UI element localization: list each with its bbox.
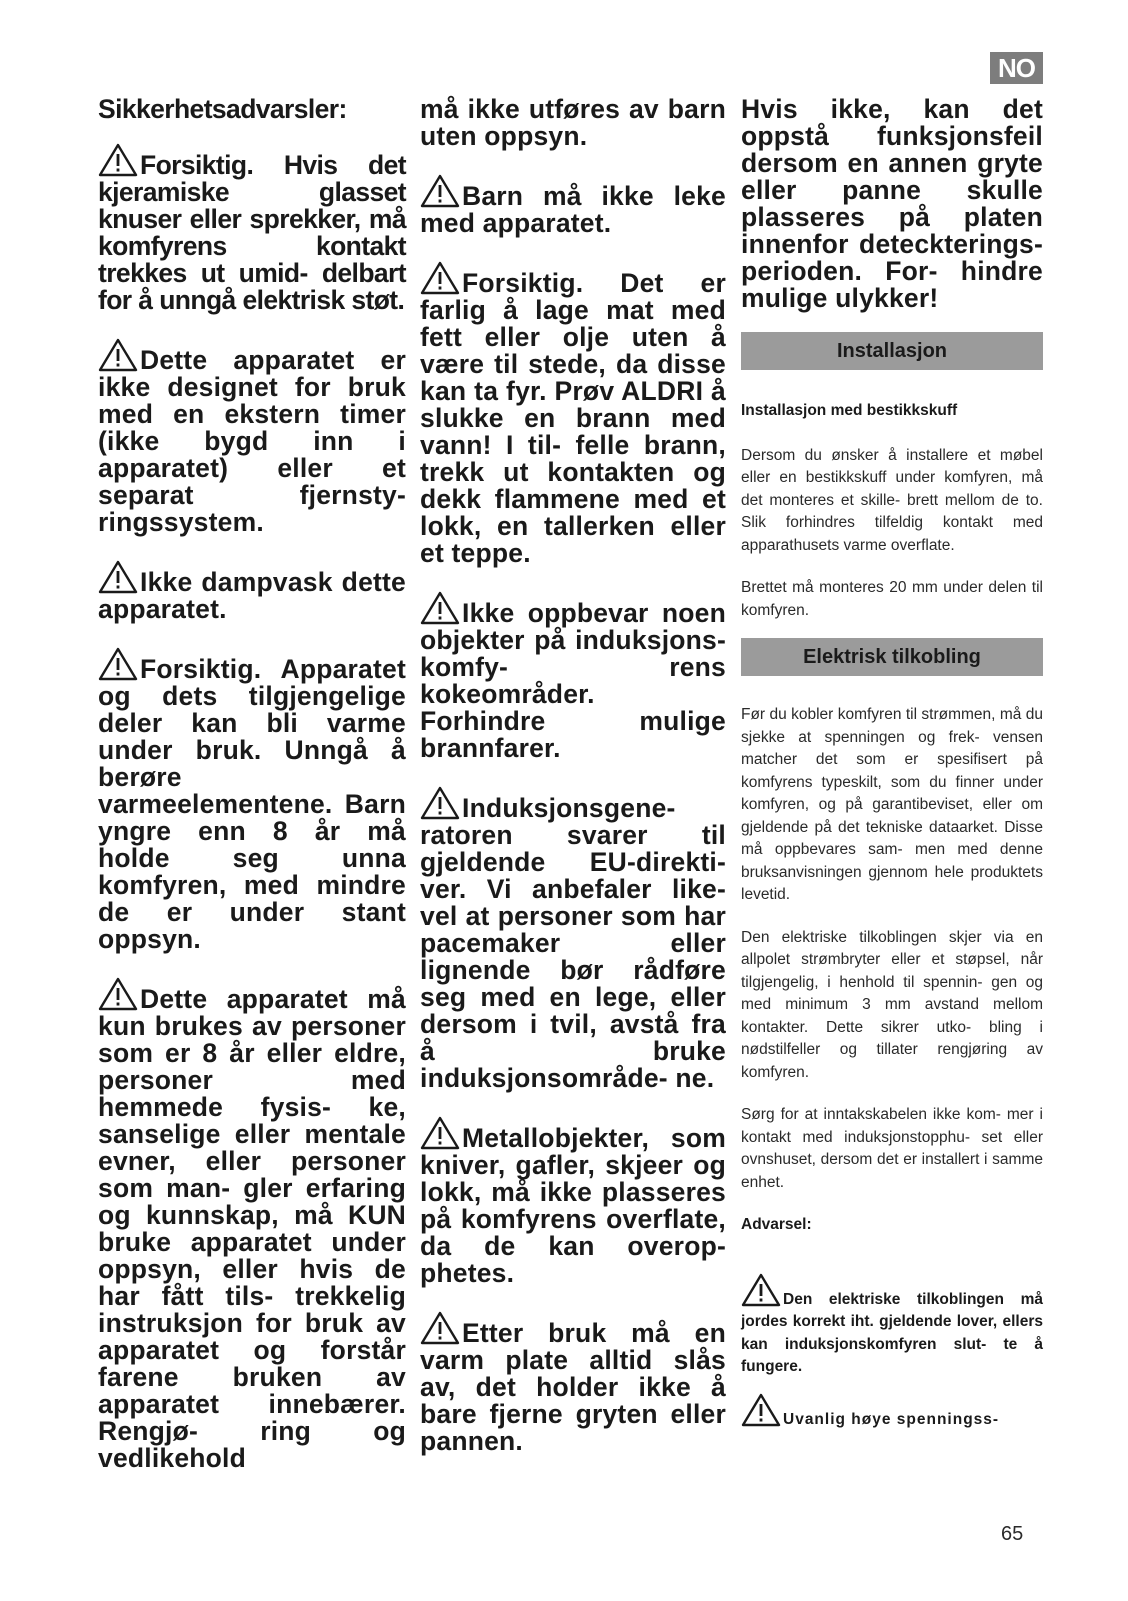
warning-user-restrictions bbox=[98, 977, 406, 1472]
warning-external-timer bbox=[98, 338, 406, 536]
warning-triangle-icon bbox=[98, 647, 138, 681]
section-elektrisk-tilkobling: Elektrisk tilkobling bbox=[741, 638, 1043, 676]
warning-text: Dette apparatet er ikke designet for bruk med en ekstern timer (ikke bygd inn i apparatet) eller et separat fjernsty- ringssystem. bbox=[98, 345, 406, 537]
warning-pacemaker bbox=[420, 786, 726, 1092]
warning-triangle-icon bbox=[420, 591, 460, 625]
install-paragraph-2: Brettet må monteres 20 mm under delen til komfyren. bbox=[741, 579, 1043, 619]
electrical-paragraph-3: Sørg for at inntakskabelen ikke kom- mer i kontakt med induksjonstopphu- set eller ovnshuset, dersom det er installert i samme enhet. bbox=[741, 1106, 1043, 1191]
warning-grounding bbox=[741, 1273, 1043, 1379]
warning-triangle-icon bbox=[741, 1393, 781, 1427]
warning-text: Forsiktig. Apparatet og dets tilgjengelige deler kan bli varme under bruk. Unngå å berøre varmeelementene. Barn yngre enn 8 år må holde seg unna komfyren, med mindre de er under stant oppsyn. bbox=[98, 654, 406, 954]
safety-heading: Sikkerhetsadvarsler: bbox=[98, 94, 347, 124]
warning-switch-off bbox=[420, 1311, 726, 1455]
warning-text: Dette apparatet må kun brukes av personer som er 8 år eller eldre, personer med hemmede fysis- ke, sanselige eller mentale evner, eller personer som man- gler erfaring og kunnskap, må KUN bruke apparatet under oppsyn, eller hvis de har fått tils- trekkelig instruksjon for bruk av apparatet og forstår farene bruken av apparatet innebærer. Rengjø- ring og vedlikehold bbox=[98, 984, 406, 1473]
column-3 bbox=[741, 96, 1043, 1431]
column-2 bbox=[420, 96, 726, 1479]
warning-text: Ikke dampvask dette apparatet. bbox=[98, 567, 406, 624]
warning-high-voltage bbox=[741, 1393, 1043, 1432]
continued-text: må ikke utføres av barn uten oppsyn. bbox=[420, 94, 726, 151]
electrical-paragraph-1: Før du kobler komfyren til strømmen, må du sjekke at spenningen og frek- vensen matcher det som er spesifisert på komfyrens typeskilt, som du finner under komfyren, og på garantibeviset, eller om gjeldende på det tekniske dataarket. Disse må oppbevares sam- men med denne bruksanvisningen gjennom hele produktets levetid. bbox=[741, 706, 1043, 903]
continued-text: Hvis ikke, kan det oppstå funksjonsfeil dersom en annen gryte eller panne skulle plasseres på platen innenfor deteckterings- perioden. For- hindre mulige ulykker! bbox=[741, 94, 1043, 313]
warning-hot-parts bbox=[98, 647, 406, 953]
warning-triangle-icon bbox=[420, 1311, 460, 1345]
warning-triangle-icon bbox=[98, 977, 138, 1011]
warning-steam-clean bbox=[98, 560, 406, 623]
warning-triangle-icon bbox=[420, 174, 460, 208]
warning-text: Induksjonsgene- ratoren svarer til gjeldende EU-direkti- ver. Vi anbefaler like- vel at personer som har pacemaker eller lignende bør rådføre seg med en lege, eller dersom i tvil, avstå fra å bruke induksjonsområde- ne. bbox=[420, 793, 726, 1093]
warning-text: Uvanlig høye spenningss- bbox=[783, 1410, 1000, 1428]
warning-storage-objects bbox=[420, 591, 726, 762]
column-1 bbox=[98, 96, 406, 1496]
section-installasjon: Installasjon bbox=[741, 332, 1043, 370]
language-badge: NO bbox=[990, 52, 1043, 84]
subheading-cutlery-drawer: Installasjon med bestikkskuff bbox=[741, 402, 958, 419]
warning-text: Den elektriske tilkoblingen må jordes korrekt iht. gjeldende lover, ellers kan induksjonskomfyren slut- te å fungere. bbox=[741, 1290, 1043, 1375]
warning-triangle-icon bbox=[420, 786, 460, 820]
warning-children-play bbox=[420, 174, 726, 237]
warning-text: Ikke oppbevar noen objekter på induksjons-komfy- rens kokeområder. Forhindre mulige brannfarer. bbox=[420, 598, 726, 763]
warning-triangle-icon bbox=[98, 143, 138, 177]
install-paragraph-1: Dersom du ønsker å installere et møbel eller en bestikkskuff under komfyren, må det monteres et skille- brett mellom de to. Slik forhindres tilfeldig kontakt med apparathusets varme overflate. bbox=[741, 446, 1043, 554]
electrical-paragraph-2: Den elektriske tilkoblingen skjer via en allpolet strømbryter eller et støpsel, når tilgjengelig, i henhold til spennin- gen og med minimum 3 mm avstand mellom kontakter. Dette sikrer utko- bling i nødstilfeller og tillater rengjøring av komfyren. bbox=[741, 928, 1043, 1081]
advarsel-label: Advarsel: bbox=[741, 1216, 812, 1233]
warning-triangle-icon bbox=[420, 1116, 460, 1150]
warning-triangle-icon bbox=[741, 1273, 781, 1307]
warning-triangle-icon bbox=[98, 338, 138, 372]
warning-text: Forsiktig. Hvis det kjeramiske glasset knuser eller sprekker, må komfyrens kontakt trekkes ut umid- delbart for å unngå elektrisk støt. bbox=[98, 150, 406, 315]
warning-text: Etter bruk må en varm plate alltid slås av, det holder ikke å bare fjerne gryten eller pannen. bbox=[420, 1318, 726, 1456]
warning-triangle-icon bbox=[420, 261, 460, 295]
warning-text: Barn må ikke leke med apparatet. bbox=[420, 181, 726, 238]
warning-metal-objects bbox=[420, 1116, 726, 1287]
warning-text: Metallobjekter, som kniver, gafler, skjeer og lokk, må ikke plasseres på komfyrens overflate, da de kan overop- phetes. bbox=[420, 1123, 726, 1288]
warning-glass-crack bbox=[98, 143, 406, 314]
page-number: 65 bbox=[1001, 1523, 1024, 1545]
warning-text: Forsiktig. Det er farlig å lage mat med fett eller olje uten å være til stede, da disse kan ta fyr. Prøv ALDRI å slukke en brann med vann! I til- felle brann, trekk ut kontakten og dekk flammene med et lokk, en tallerken eller et teppe. bbox=[420, 268, 726, 568]
warning-triangle-icon bbox=[98, 560, 138, 594]
warning-fat-oil-fire bbox=[420, 261, 726, 567]
